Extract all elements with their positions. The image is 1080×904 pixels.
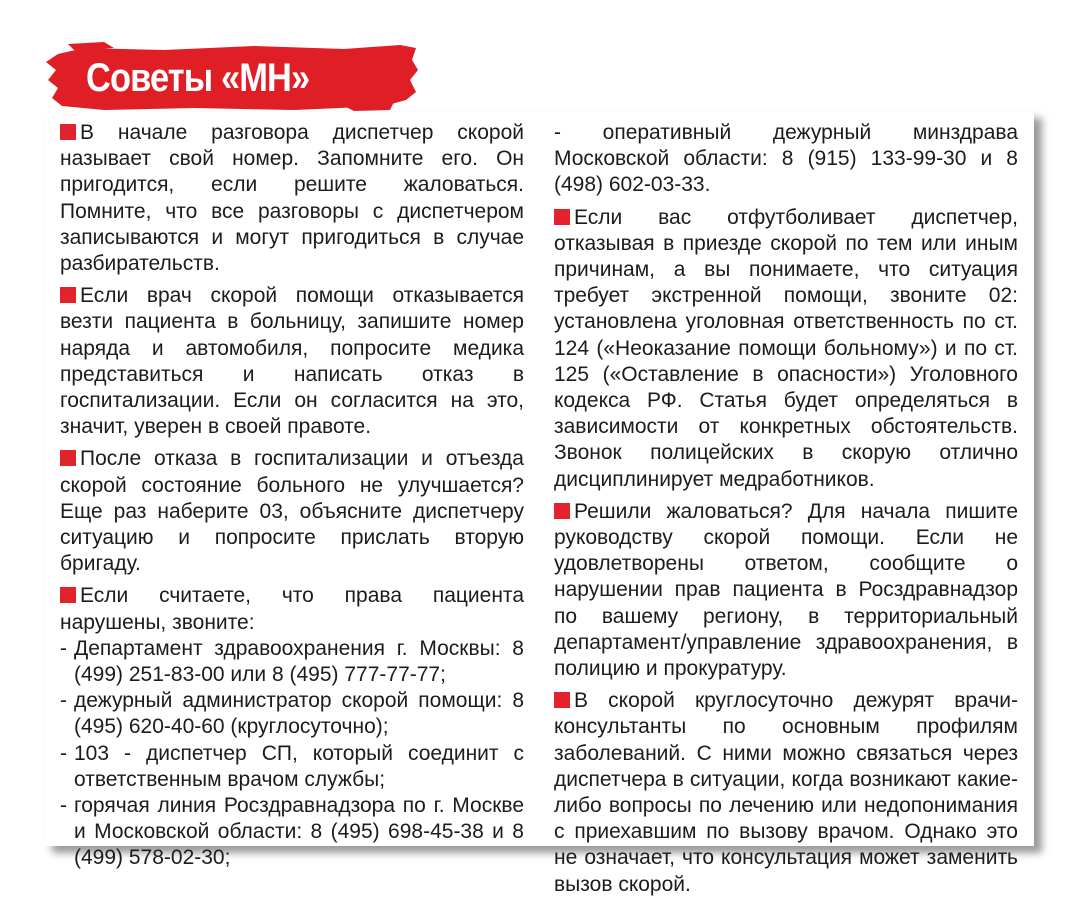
contact-item: - 103 - диспетчер СП, который соединит с ответственным врачом службы; <box>60 741 524 793</box>
contact-item-continued: - оперативный дежурный минздрава Московской области: 8 (915) 133-99-30 и 8 (498) 602-03-33. <box>554 121 1018 197</box>
tip-text: Если вас отфутболивает диспетчер, отказывая в приезде скорой по тем или иным причинам, а вы понимаете, что ситуация требует экстренной помощи, звоните 02: установлена уголовная ответственность по ст. 124 («Неоказание помощи больному») и по ст. 125 («Оставление в опасности») Уголовного кодекса РФ. Статья будет определяться в зависимости от конкретных обстоятельств. Звонок полицейских в скорую отлично дисциплинирует медработников. <box>554 205 1018 491</box>
tip-text: После отказа в госпитализации и отъезда скорой состояние больного не улучшается? Еще раз наберите 03, объясните диспетчеру ситуацию и попросите прислать вторую бригаду. <box>60 447 524 576</box>
tip-paragraph-6 <box>554 499 1018 682</box>
contact-item: - дежурный администратор скорой помощи: 8 (495) 620-40-60 (круглосуточно); <box>60 688 524 740</box>
contact-item: - горячая линия Росздравнадзора по г. Москве и Московской области: 8 (495) 698-45-38 и 8 (499) 578-02-30; <box>60 793 524 872</box>
content-card <box>46 112 1034 896</box>
red-square-marker <box>554 209 570 225</box>
tip-text: В начале разговора диспетчер скорой называет свой номер. Запомните его. Он пригодится, если решите жаловаться. Помните, что все разговоры с диспетчером записываются и могут пригодиться в случае разбирательств. <box>60 121 524 276</box>
tip-paragraph-7 <box>554 688 1018 898</box>
tip-paragraph-4 <box>60 583 524 635</box>
tip-text: В скорой круглосуточно дежурят врачи-консультанты по основным профилям заболеваний. С ними можно связаться через диспетчера в ситуации, когда возникают какие-либо вопросы по лечению или недопонимания с приехавшим по вызову врачом. Однако это не означает, что консультация может заменить вызов скорой. <box>554 689 1018 896</box>
page-title: Советы «МН» <box>86 56 310 100</box>
red-square-marker <box>60 124 76 140</box>
tip-text: Если врач скорой помощи отказывается везти пациента в больницу, запишите номер наряда и автомобиля, попросите медика представиться и написать отказ в госпитализации. Если он согласится на это, значит, уверен в своей правоте. <box>60 284 524 439</box>
red-square-marker <box>60 587 76 603</box>
tip-paragraph-3 <box>60 446 524 577</box>
tip-text: Если считаете, что права пациента нарушены, звоните: <box>60 584 524 634</box>
contact-item: - Департамент здравоохранения г. Москвы: 8 (499) 251-83-00 или 8 (495) 777-77-77; <box>60 636 524 688</box>
header-banner <box>44 40 418 112</box>
tip-paragraph-1 <box>60 120 524 277</box>
left-column <box>60 120 524 872</box>
right-column <box>554 120 1018 904</box>
tip-text: Решили жаловаться? Для начала пишите руководству скорой помощи. Если не удовлетворены ответом, сообщите о нарушении прав пациента в Росздравнадзор по вашему региону, в территориальный департамент/управление здравоохранения, в полицию и прокуратуру. <box>554 499 1018 681</box>
red-square-marker <box>60 450 76 466</box>
contacts-list <box>60 636 524 872</box>
tip-paragraph-5 <box>554 205 1018 493</box>
red-square-marker <box>554 692 570 708</box>
red-square-marker <box>60 287 76 303</box>
tip-paragraph-2 <box>60 283 524 440</box>
red-square-marker <box>554 503 570 519</box>
